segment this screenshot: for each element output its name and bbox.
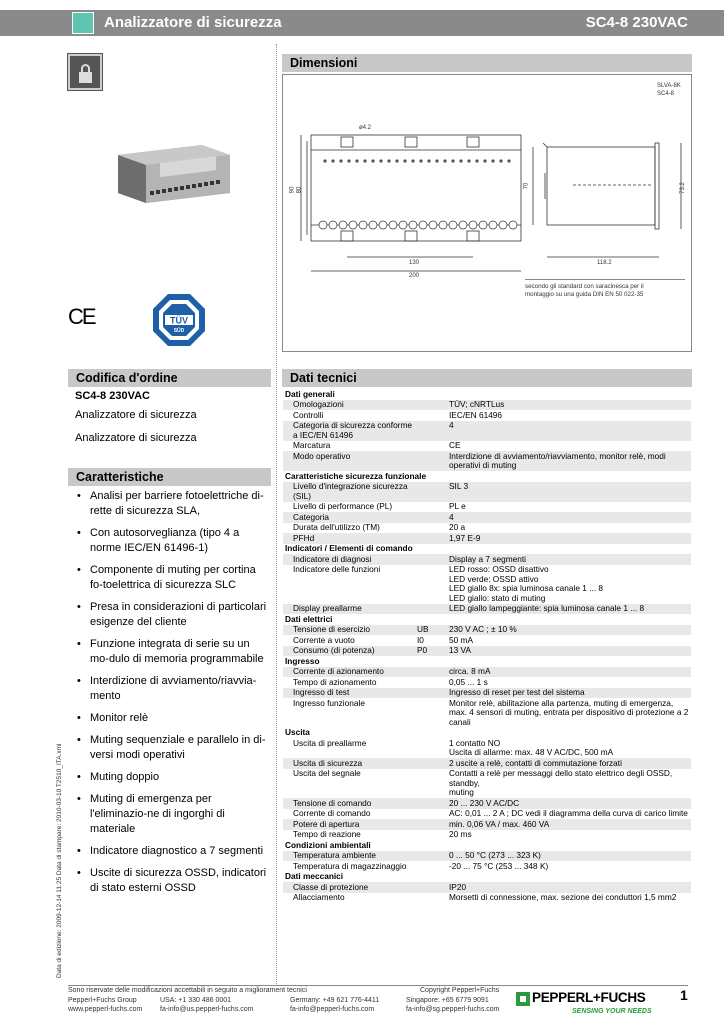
tech-row xyxy=(283,410,691,421)
ordering-description-2: Analizzatore di sicurezza xyxy=(75,432,197,444)
tech-row xyxy=(283,758,691,769)
footer-contact-singapore xyxy=(406,996,499,1014)
tech-row xyxy=(283,738,691,758)
feature-item: • Indicatore diagnostico a 7 segmenti xyxy=(75,844,271,859)
tech-group-label: Ingresso xyxy=(285,655,320,666)
tech-row-label: Allacciamento xyxy=(293,892,345,902)
tech-row xyxy=(283,646,691,657)
model-name: SC4-8 230VAC xyxy=(585,14,688,31)
footer-contact-germany xyxy=(290,996,379,1014)
logo-name: PEPPERL+FUCHS xyxy=(532,990,646,1005)
tech-row-label: Classe di protezione xyxy=(283,882,415,893)
feature-item: • Con autosorveglianza (tipo 4 a norme IEC/EN 61496-1) xyxy=(75,526,271,556)
tech-row-value: Display a 7 segmenti xyxy=(447,554,691,565)
tech-row-symbol xyxy=(415,604,447,615)
ce-mark: CE xyxy=(68,304,95,329)
tech-row-value: -20 ... 75 °C (253 ... 348 K) xyxy=(449,860,549,871)
footer-copyright: Copyright Pepperl+Fuchs xyxy=(420,987,500,994)
tech-group-header xyxy=(283,544,691,555)
tech-row-value: 20 ms xyxy=(449,829,472,839)
tech-group-label: Dati generali xyxy=(285,388,335,399)
tech-row-label: Potere di apertura xyxy=(283,819,415,830)
pepperl-fuchs-logo xyxy=(516,989,656,1021)
tech-row-label: Controlli xyxy=(293,409,324,420)
tech-group-label: Indicatori / Elementi di comando xyxy=(285,543,413,553)
tech-row-value: IEC/EN 61496 xyxy=(449,409,503,420)
tech-row-value: circa. 8 mA xyxy=(447,667,691,678)
tech-row-label: Temperatura di magazzinaggio xyxy=(293,860,407,871)
tech-row-symbol xyxy=(415,565,447,604)
footer-email-singapore[interactable]: fa-info@sg.pepperl-fuchs.com xyxy=(406,1006,500,1013)
tech-group-header xyxy=(283,728,691,739)
footer-contact-usa xyxy=(160,996,253,1014)
tech-row-symbol xyxy=(415,451,447,471)
dimension-side-width: 118.2 xyxy=(597,260,612,266)
tech-row xyxy=(283,809,691,820)
dimension-height-80: 80 xyxy=(296,186,303,194)
tech-group-header xyxy=(283,614,691,625)
tech-row-value: IP20 xyxy=(447,882,691,893)
tech-row-value: 0,05 ... 1 s xyxy=(449,676,488,687)
dimension-ref-1: SLVA-8K xyxy=(657,83,681,89)
tech-row-symbol xyxy=(415,410,447,421)
feature-item: • Interdizione di avviamento/riavvia-mento xyxy=(75,674,271,704)
footer-phone-singapore: Singapore: +65 6779 9091 xyxy=(406,997,489,1004)
tech-row-label: Uscita di sicurezza xyxy=(283,758,415,769)
tech-row-value: 4 xyxy=(447,512,691,523)
ordering-description-1: Analizzatore di sicurezza xyxy=(75,409,197,421)
page-title: Analizzatore di sicurezza xyxy=(104,14,282,31)
tech-row-value: 4 xyxy=(447,421,691,441)
dimension-width-200: 200 xyxy=(409,273,420,279)
footer-company: Pepperl+Fuchs Group xyxy=(68,997,137,1004)
feature-item: • Muting doppio xyxy=(75,770,271,785)
tech-row-label: Corrente a vuoto xyxy=(293,634,355,645)
footer-contact-group xyxy=(68,996,142,1014)
logo-mark-icon xyxy=(516,992,530,1006)
tech-row-label: PFHd xyxy=(283,533,415,544)
tech-row-value: PL e xyxy=(449,501,466,511)
tuv-sud-logo xyxy=(152,293,206,347)
tech-row-value: 2 uscite a relè, contatti di commutazione forzati xyxy=(447,758,691,769)
tech-row xyxy=(283,851,691,862)
feature-item: • Monitor relè xyxy=(75,711,271,726)
tech-row-label: Livello di performance (PL) xyxy=(293,501,393,511)
tech-row-label: Tempo di reazione xyxy=(293,829,361,839)
feature-item: • Funzione integrata di serie su un mo-dulo di memoria programmabile xyxy=(75,637,271,667)
tech-row-symbol xyxy=(415,809,447,820)
tech-row-label: Omologazioni xyxy=(283,400,415,411)
tech-row xyxy=(283,625,691,636)
tech-row-label: Display preallarme xyxy=(283,604,415,615)
tech-row-label: Indicatore di diagnosi xyxy=(283,554,415,565)
tech-row-label: Corrente di azionamento xyxy=(283,667,415,678)
dimension-side-rail: 73.2 xyxy=(679,182,686,194)
tech-row-label: Livello d'integrazione sicurezza (SIL) xyxy=(283,482,415,502)
tech-row-value: Contatti a relè per messaggi dello stato elettrico degli OSSD, standby, muting xyxy=(449,768,673,797)
tech-row xyxy=(283,421,691,441)
dimension-note-line-1: secondo gli standard con saracinesca per il xyxy=(525,283,644,290)
page-number: 1 xyxy=(680,987,688,1003)
tech-row-symbol xyxy=(415,798,447,809)
tech-row-symbol xyxy=(415,677,447,688)
tech-group-header xyxy=(283,840,691,851)
dimension-width-130: 130 xyxy=(409,260,420,266)
tech-row-symbol: P0 xyxy=(415,646,447,657)
tech-group-header xyxy=(283,389,691,400)
tech-row-symbol xyxy=(415,830,447,841)
tech-row-label: Uscita del segnale xyxy=(293,768,361,778)
tech-group-header xyxy=(283,656,691,667)
tech-row-value: LED giallo lampeggiante: spia luminosa canale 1 ... 8 xyxy=(447,604,691,615)
tech-row-symbol: I0 xyxy=(417,634,424,645)
tech-row xyxy=(283,667,691,678)
tech-row-value: 230 V AC ; ± 10 % xyxy=(447,625,691,636)
tech-row xyxy=(283,677,691,688)
tech-row-label: Tempo di azionamento xyxy=(293,676,377,687)
tech-row-value: Ingresso di reset per test del sistema xyxy=(447,688,691,699)
features-section-header: Caratteristiche xyxy=(68,468,271,486)
tech-row-symbol xyxy=(415,861,447,872)
tech-row xyxy=(283,451,691,471)
tech-row-label: Categoria xyxy=(283,512,415,523)
tech-row-value: Monitor relè, abilitazione alla partenza, muting di emergenza, max. 4 sensori di muting, entrata per dispositivo di protezione a 2 canali xyxy=(449,697,689,727)
footer-phone-germany: Germany: +49 621 776-4411 xyxy=(290,997,380,1004)
tech-row-label: Consumo (di potenza) xyxy=(283,646,415,657)
tech-row-label: Ingresso funzionale xyxy=(293,697,365,708)
tech-row-symbol xyxy=(415,688,447,699)
tech-row-value: TÜV; cNRTLus xyxy=(447,400,691,411)
dimension-drawing xyxy=(282,74,692,352)
tuv-logo-text: TÜV xyxy=(170,315,188,326)
tech-group-label: Dati elettrici xyxy=(285,613,333,624)
tech-row-symbol xyxy=(415,421,447,441)
ordering-section-header: Codifica d'ordine xyxy=(68,369,271,387)
tech-row-label: Modo operativo xyxy=(283,451,415,471)
feature-item: • Presa in considerazioni di particolari esigenze del cliente xyxy=(75,600,271,630)
tech-row-symbol xyxy=(415,738,447,758)
tech-row-label: Corrente di comando xyxy=(293,808,371,818)
dimensions-section-header: Dimensioni xyxy=(282,54,692,72)
dimension-side-height: 70 xyxy=(523,182,530,190)
tech-row xyxy=(283,502,691,513)
tech-row xyxy=(283,533,691,544)
tech-row xyxy=(283,512,691,523)
feature-item: • Uscite di sicurezza OSSD, indicatori di stato esterni OSSD xyxy=(75,866,271,896)
tech-row xyxy=(283,565,691,604)
tech-row-value: CE xyxy=(449,440,461,450)
tech-row-symbol xyxy=(415,769,447,799)
tech-group-label: Dati meccanici xyxy=(285,871,344,881)
tech-row-label: Temperatura ambiente xyxy=(283,851,415,862)
tech-row-label: Ingresso di test xyxy=(283,688,415,699)
tech-row-symbol xyxy=(415,523,447,534)
tech-row-symbol xyxy=(415,893,447,904)
tech-row-label: Durata dell'utilizzo (TM) xyxy=(293,522,380,532)
footer-email-usa[interactable]: fa-info@us.pepperl-fuchs.com xyxy=(160,1006,254,1013)
tech-row xyxy=(283,604,691,615)
tech-row xyxy=(283,819,691,830)
dimension-note-line-2: montaggio su una guida DIN EN 50 022-35 xyxy=(525,291,644,298)
tech-row-value: 1,97 E-9 xyxy=(447,533,691,544)
features-list xyxy=(75,489,271,903)
tech-row-value: 13 VA xyxy=(447,646,691,657)
ordering-code: SC4-8 230VAC xyxy=(75,390,150,402)
feature-item: • Componente di muting per cortina fo-toelettrica di sicurezza SLC xyxy=(75,563,271,593)
tech-row xyxy=(283,400,691,411)
tech-row-symbol xyxy=(415,533,447,544)
tech-row-value: SIL 3 xyxy=(447,482,691,502)
tech-row-value: 20 a xyxy=(449,522,466,532)
tech-row-value: LED rosso: OSSD disattivo LED verde: OSSD attivo LED giallo 8x: spia luminosa canale 1 ... 8 LED giallo: stato di muting xyxy=(449,564,604,603)
tech-row-value: 20 ... 230 V AC/DC xyxy=(447,798,691,809)
tech-group-label: Uscita xyxy=(285,727,310,737)
tech-data-table xyxy=(283,389,691,903)
footer-website-link[interactable]: www.pepperl-fuchs.com xyxy=(68,1006,143,1013)
tech-row xyxy=(283,769,691,799)
dimension-drawing-svg xyxy=(283,75,691,275)
header-bar xyxy=(0,10,724,36)
tech-row-value: AC: 0,01 ... 2 A ; DC vedi il diagramma della curva di carico limite xyxy=(449,808,688,818)
tech-row-label: Categoria di sicurezza conforme a IEC/EN 61496 xyxy=(283,421,415,441)
tech-row-symbol xyxy=(415,482,447,502)
tech-row-symbol xyxy=(415,698,447,728)
tuv-logo-subtext: SÜD xyxy=(173,328,185,334)
feature-item: • Analisi per barriere fotoelettriche di-rette di sicurezza SLA, xyxy=(75,489,271,519)
header-square-icon xyxy=(72,12,94,34)
tech-row xyxy=(283,635,691,646)
tech-row xyxy=(283,882,691,893)
tech-row xyxy=(283,688,691,699)
tech-row-symbol xyxy=(415,512,447,523)
tech-row-value: 1 contatto NO Uscita di allarme: max. 48 V AC/DC, 500 mA xyxy=(449,737,614,757)
tech-row-label: Tensione di esercizio xyxy=(283,625,415,636)
tech-group-header xyxy=(283,471,691,482)
tech-row-symbol xyxy=(415,667,447,678)
tech-row xyxy=(283,441,691,452)
tech-row-value: Morsetti di connessione, max. sezione dei conduttori 1,5 mm2 xyxy=(449,892,677,902)
lock-icon xyxy=(68,54,102,90)
tech-group-label: Condizioni ambientali xyxy=(285,839,371,850)
dimension-hole: ø4.2 xyxy=(359,125,372,131)
tech-row xyxy=(283,554,691,565)
tech-row-symbol xyxy=(415,819,447,830)
tech-row xyxy=(283,523,691,534)
tech-row-value: Interdizione di avviamento/riavviamento, monitor relè, modi operativi di muting xyxy=(447,451,691,471)
footer-email-germany[interactable]: fa-info@pepperl-fuchs.com xyxy=(290,1006,375,1013)
tech-row-label: Uscita di preallarme xyxy=(293,737,367,748)
tech-row xyxy=(283,798,691,809)
tech-row xyxy=(283,482,691,502)
tech-row-symbol xyxy=(415,851,447,862)
tech-row-label: Indicatore delle funzioni xyxy=(293,564,381,574)
tech-row-symbol xyxy=(415,441,447,452)
feature-item: • Muting sequenziale e parallelo in di-versi modi operativi xyxy=(75,733,271,763)
dimension-note xyxy=(525,279,685,299)
edition-info: Data di edizione: 2009-12-14 11:25 Data di stampare: 2010-03-10 T2510_ITA.xml xyxy=(56,743,63,978)
tech-row-symbol xyxy=(415,554,447,565)
dimension-height-90: 90 xyxy=(289,186,296,194)
tech-group-header xyxy=(283,872,691,883)
tech-row-symbol: UB xyxy=(415,625,447,636)
column-divider xyxy=(276,44,277,984)
tech-row-symbol xyxy=(415,502,447,513)
dimension-ref-2: SC4-8 xyxy=(657,91,675,97)
feature-item: • Muting di emergenza per l'eliminazio-ne di ingorghi di materiale xyxy=(75,792,271,837)
tech-row-symbol xyxy=(415,400,447,411)
tech-row xyxy=(283,861,691,872)
tech-row-label: Marcatura xyxy=(293,440,331,450)
tech-group-label: Caratteristiche sicurezza funzionale xyxy=(285,470,427,481)
tech-row-value: min. 0,06 VA / max. 460 VA xyxy=(447,819,691,830)
tech-row xyxy=(283,698,691,728)
tech-row xyxy=(283,893,691,904)
tech-data-section-header: Dati tecnici xyxy=(282,369,692,387)
tech-row-label: Tensione di comando xyxy=(283,798,415,809)
device-image xyxy=(112,135,232,205)
tech-row-value: 50 mA xyxy=(449,634,473,645)
logo-tagline: SENSING YOUR NEEDS xyxy=(572,1008,652,1015)
footer-disclaimer: Sono riservate delle modificazioni accettabili in seguito a migliorament tecnici xyxy=(68,987,307,994)
tech-row-symbol xyxy=(415,882,447,893)
tech-row-value: 0 ... 50 °C (273 ... 323 K) xyxy=(447,851,691,862)
footer-phone-usa: USA: +1 330 486 0001 xyxy=(160,997,232,1004)
tech-row-symbol xyxy=(415,758,447,769)
tech-row xyxy=(283,830,691,841)
